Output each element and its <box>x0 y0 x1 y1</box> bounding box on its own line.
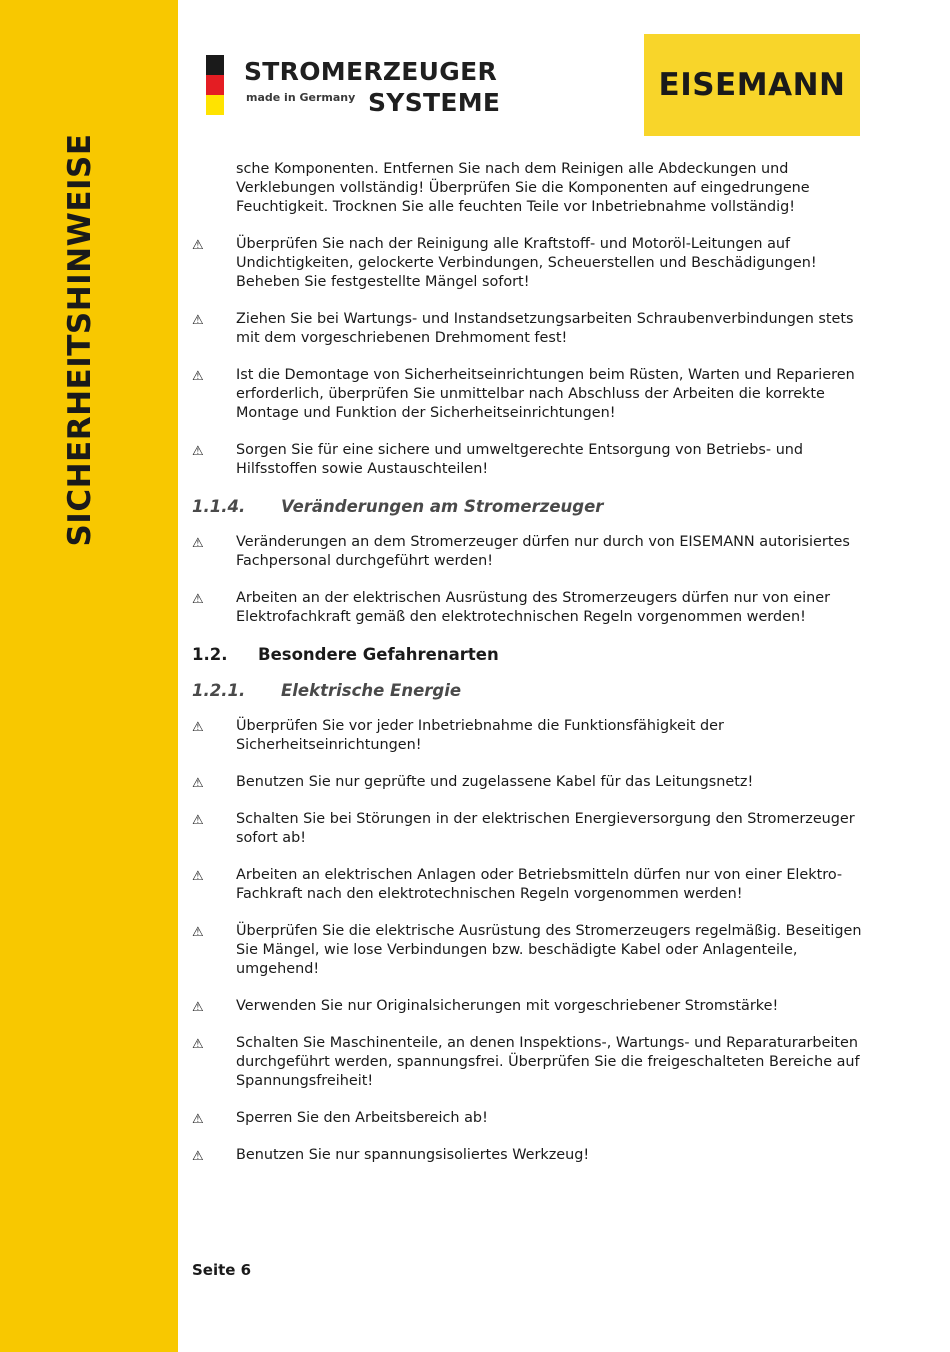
warning-item <box>192 533 864 571</box>
logo-title-line2: SYSTEME <box>368 88 501 117</box>
section-heading-1-2 <box>192 645 864 664</box>
warning-icon: ⚠ <box>192 1037 204 1052</box>
warning-item <box>192 773 864 792</box>
warning-item <box>192 441 864 479</box>
page-number: Seite 6 <box>192 1261 252 1279</box>
warning-icon: ⚠ <box>192 444 204 459</box>
warning-item <box>192 589 864 627</box>
warning-text: Sorgen Sie für eine sichere und umweltgerechte Entsorgung von Betriebs- und Hilfsstoffen sowie Austauschteilen! <box>236 442 804 477</box>
warning-text: Sperren Sie den Arbeitsbereich ab! <box>236 1110 488 1126</box>
section-heading-1-2-1 <box>192 681 864 700</box>
section-number: 1.1.4. <box>192 497 246 516</box>
warning-text: Arbeiten an der elektrischen Ausrüstung des Stromerzeugers dürfen nur von einer Elektrofachkraft gemäß den elektrotechnischen Regeln vorgenommen werden! <box>236 590 831 625</box>
logo-subline: made in Germany <box>246 91 356 104</box>
warning-text: Überprüfen Sie die elektrische Ausrüstung des Stromerzeugers regelmäßig. Beseitigen Sie Mängel, wie lose Verbindungen bzw. beschädigte Kabel oder Anlagenteile, umgehend! <box>236 923 862 977</box>
warning-icon: ⚠ <box>192 592 204 607</box>
warning-item <box>192 310 864 348</box>
warning-icon: ⚠ <box>192 1112 204 1127</box>
warning-icon: ⚠ <box>192 869 204 884</box>
sidebar-title: SICHERHEITSHINWEISE <box>62 133 98 547</box>
warning-text: Benutzen Sie nur geprüfte und zugelassene Kabel für das Leitungsnetz! <box>236 774 754 790</box>
warning-text: Schalten Sie bei Störungen in der elektrischen Energieversorgung den Stromerzeuger sofort ab! <box>236 811 855 846</box>
warning-text: Ist die Demontage von Sicherheitseinrichtungen beim Rüsten, Warten und Reparieren erforderlich, überprüfen Sie unmittelbar nach Abschluss der Arbeiten die korrekte Montage und Funktion der Sicherheitseinrichtungen! <box>236 367 855 421</box>
warning-item <box>192 235 864 292</box>
sidebar-band <box>0 0 178 1352</box>
logo-title-line1: STROMERZEUGER <box>244 57 498 86</box>
section-title: Elektrische Energie <box>281 681 462 700</box>
document-body <box>192 160 864 1183</box>
warning-text: Verwenden Sie nur Originalsicherungen mit vorgeschriebener Stromstärke! <box>236 998 779 1014</box>
warning-icon: ⚠ <box>192 813 204 828</box>
warning-text: Schalten Sie Maschinenteile, an denen Inspektions-, Wartungs- und Reparaturarbeiten durchgeführt werden, spannungsfrei. Überprüfen Sie die freigeschalteten Bereiche auf Spannungsfreiheit! <box>236 1035 860 1089</box>
warning-icon: ⚠ <box>192 776 204 791</box>
warning-icon: ⚠ <box>192 720 204 735</box>
german-flag-icon <box>206 55 224 115</box>
warning-icon: ⚠ <box>192 1000 204 1015</box>
section-number: 1.2. <box>192 645 228 664</box>
warning-text: Veränderungen an dem Stromerzeuger dürfen nur durch von EISEMANN autorisiertes Fachpersonal durchgeführt werden! <box>236 534 850 569</box>
warning-item <box>192 866 864 904</box>
warning-text: Benutzen Sie nur spannungsisoliertes Werkzeug! <box>236 1147 590 1163</box>
section-title: Veränderungen am Stromerzeuger <box>281 497 604 516</box>
warning-icon: ⚠ <box>192 1149 204 1164</box>
section-number: 1.2.1. <box>192 681 246 700</box>
warning-item <box>192 717 864 755</box>
warning-item <box>192 997 864 1016</box>
warning-item <box>192 810 864 848</box>
warning-text: Ziehen Sie bei Wartungs- und Instandsetzungsarbeiten Schraubenverbindungen stets mit dem vorgeschriebenen Drehmoment fest! <box>236 311 854 346</box>
warning-item <box>192 1109 864 1128</box>
warning-text: Arbeiten an elektrischen Anlagen oder Betriebsmitteln dürfen nur von einer Elektro-Fachkraft nach den elektrotechnischen Regeln vorgenommen werden! <box>236 867 843 902</box>
warning-item <box>192 366 864 423</box>
warning-text: Überprüfen Sie nach der Reinigung alle Kraftstoff- und Motoröl-Leitungen auf Undichtigkeiten, gelockerte Verbindungen, Scheuerstellen und Beschädigungen! Beheben Sie festgestellte Mängel sofort! <box>236 236 817 290</box>
warning-icon: ⚠ <box>192 313 204 328</box>
section-heading-1-1-4 <box>192 497 864 516</box>
warning-text: Überprüfen Sie vor jeder Inbetriebnahme die Funktionsfähigkeit der Sicherheitseinrichtungen! <box>236 718 724 753</box>
brand-logo <box>644 34 860 136</box>
warning-icon: ⚠ <box>192 238 204 253</box>
intro-paragraph: sche Komponenten. Entfernen Sie nach dem Reinigen alle Abdeckungen und Verklebungen vollständig! Überprüfen Sie die Komponenten auf eingedrungene Feuchtigkeit. Trocknen Sie alle feuchten Teile vor Inbetriebnahme vollständig! <box>236 161 810 215</box>
warning-item <box>192 1034 864 1091</box>
section-title: Besondere Gefahrenarten <box>258 645 499 664</box>
brand-name: EISEMANN <box>658 67 846 103</box>
warning-item <box>192 1146 864 1165</box>
warning-icon: ⚠ <box>192 925 204 940</box>
warning-icon: ⚠ <box>192 369 204 384</box>
warning-icon: ⚠ <box>192 536 204 551</box>
warning-item <box>192 922 864 979</box>
